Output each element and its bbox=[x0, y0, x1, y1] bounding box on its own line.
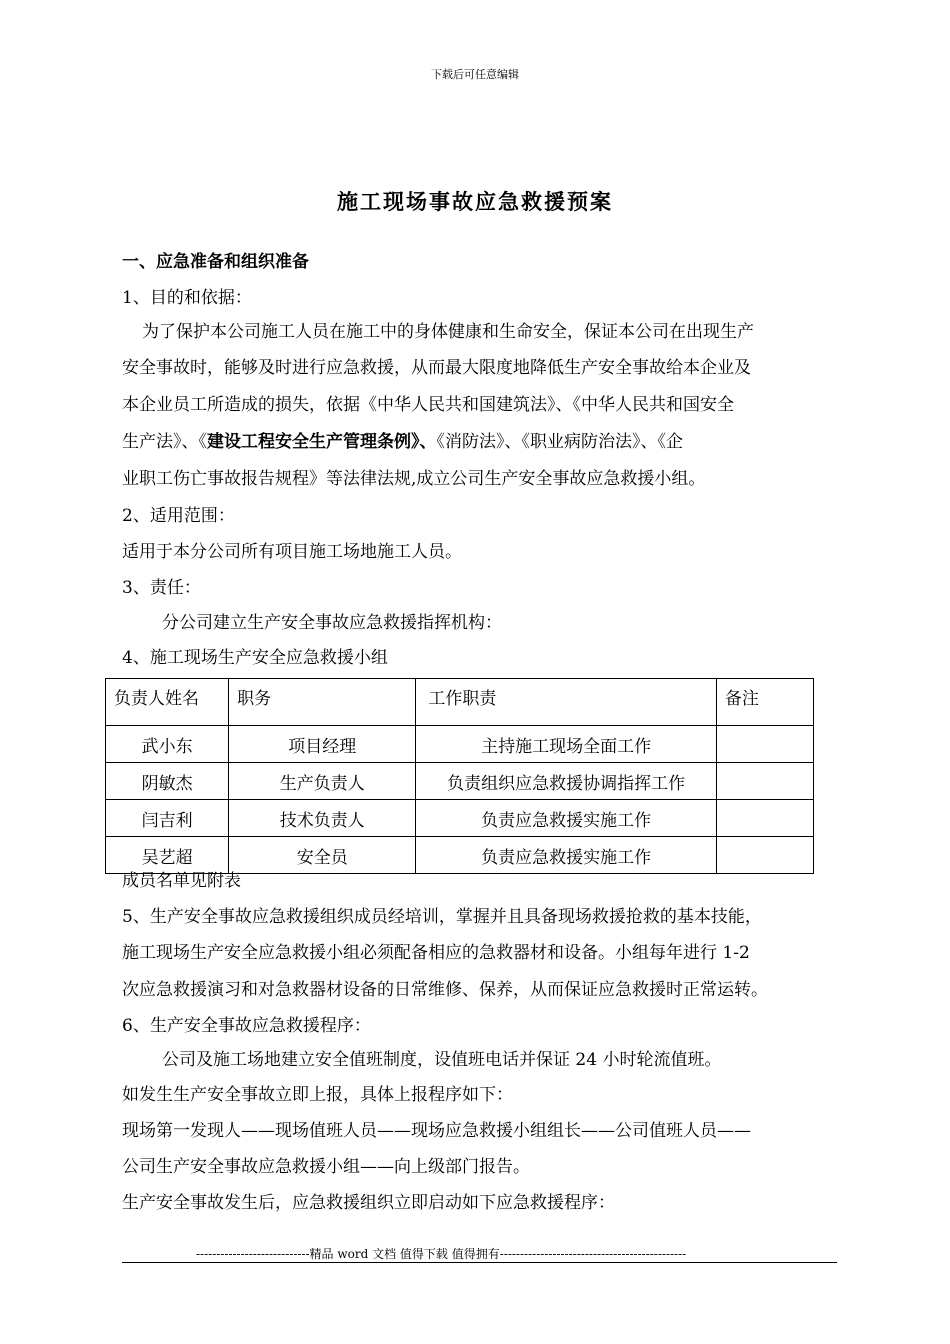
footer-note: ----------------------------精品 word 文档 值得下载 值得拥有---------------------------------------------- bbox=[196, 1247, 687, 1261]
item4-heading: 4、施工现场生产安全应急救援小组 bbox=[122, 648, 388, 668]
note-cell bbox=[716, 726, 813, 763]
name-cell: 阴敏杰 bbox=[106, 763, 229, 800]
role-cell: 安全员 bbox=[229, 837, 416, 874]
duty-cell: 负责应急救援实施工作 bbox=[416, 800, 716, 837]
name-cell: 吴艺超 bbox=[106, 837, 229, 874]
role-cell: 生产负责人 bbox=[229, 763, 416, 800]
header-note: 下载后可任意编辑 bbox=[431, 68, 519, 81]
role-cell: 技术负责人 bbox=[229, 800, 416, 837]
item6-text: 公司及施工场地建立安全值班制度，设值班电话并保证 24 小时轮流值班。 bbox=[162, 1050, 722, 1070]
note-cell bbox=[716, 763, 813, 800]
para1-text: 《消防法》、《职业病防治法》、《企 bbox=[436, 432, 683, 452]
item5-line: 次应急救援演习和对急救器材设备的日常维修、保养，从而保证应急救援时正常运转。 bbox=[122, 980, 768, 1000]
table-row bbox=[106, 837, 814, 874]
role-cell: 项目经理 bbox=[229, 726, 416, 763]
para1-line bbox=[122, 430, 842, 454]
para1-line: 为了保护本公司施工人员在施工中的身体健康和生命安全，保证本公司在出现生产 bbox=[142, 322, 754, 342]
duty-cell: 负责应急救援实施工作 bbox=[416, 837, 716, 874]
para1-line: 业职工伤亡事故报告规程》等法律法规,成立公司生产安全事故应急救援小组。 bbox=[122, 469, 706, 489]
item5-line: 5、生产安全事故应急救援组织成员经培训，掌握并且具备现场救援抢救的基本技能， bbox=[122, 907, 762, 927]
report-line: 现场第一发现人——现场值班人员——现场应急救援小组组长——公司值班人员—— bbox=[122, 1121, 751, 1141]
members-note: 成员名单见附表 bbox=[122, 871, 241, 891]
name-cell: 闫吉利 bbox=[106, 800, 229, 837]
para1-line: 安全事故时，能够及时进行应急救援，从而最大限度地降低生产安全事故给本企业及 bbox=[122, 358, 751, 378]
para1-bold-text: 建设工程安全生产管理条例》、 bbox=[207, 432, 437, 452]
name-cell: 武小东 bbox=[106, 726, 229, 763]
item5-line: 施工现场生产安全应急救援小组必须配备相应的急救器材和设备。小组每年进行 1-2 bbox=[122, 943, 750, 963]
table-header-cell: 负责人姓名 bbox=[106, 679, 229, 726]
para1-line: 本企业员工所造成的损失，依据《中华人民共和国建筑法》、《中华人民共和国安全 bbox=[122, 395, 734, 415]
duty-cell: 负责组织应急救援协调指挥工作 bbox=[416, 763, 716, 800]
table-header-row bbox=[106, 679, 814, 726]
para1-text: 生产法》、《 bbox=[122, 432, 207, 452]
section-heading: 一、应急准备和组织准备 bbox=[122, 252, 309, 272]
item2-heading: 2、适用范围： bbox=[122, 506, 235, 526]
table-header-cell: 职务 bbox=[229, 679, 416, 726]
item3-heading: 3、责任： bbox=[122, 578, 201, 598]
footer-divider bbox=[122, 1262, 837, 1263]
table-row bbox=[106, 763, 814, 800]
report-line: 公司生产安全事故应急救援小组——向上级部门报告。 bbox=[122, 1157, 530, 1177]
table-header-cell: 工作职责 bbox=[416, 679, 716, 726]
item6-heading: 6、生产安全事故应急救援程序： bbox=[122, 1016, 371, 1036]
report-intro: 如发生生产安全事故立即上报，具体上报程序如下： bbox=[122, 1085, 513, 1105]
item1-heading: 1、目的和依据： bbox=[122, 288, 252, 308]
rescue-team-table bbox=[105, 678, 814, 874]
document-title: 施工现场事故应急救援预案 bbox=[337, 190, 613, 214]
duty-cell: 主持施工现场全面工作 bbox=[416, 726, 716, 763]
table-row bbox=[106, 800, 814, 837]
note-cell bbox=[716, 800, 813, 837]
table-header-cell: 备注 bbox=[716, 679, 813, 726]
note-cell bbox=[716, 837, 813, 874]
after-text: 生产安全事故发生后，应急救援组织立即启动如下应急救援程序： bbox=[122, 1193, 615, 1213]
item3-text: 分公司建立生产安全事故应急救援指挥机构： bbox=[162, 613, 502, 633]
table-row bbox=[106, 726, 814, 763]
item2-text: 适用于本分公司所有项目施工场地施工人员。 bbox=[122, 542, 462, 562]
